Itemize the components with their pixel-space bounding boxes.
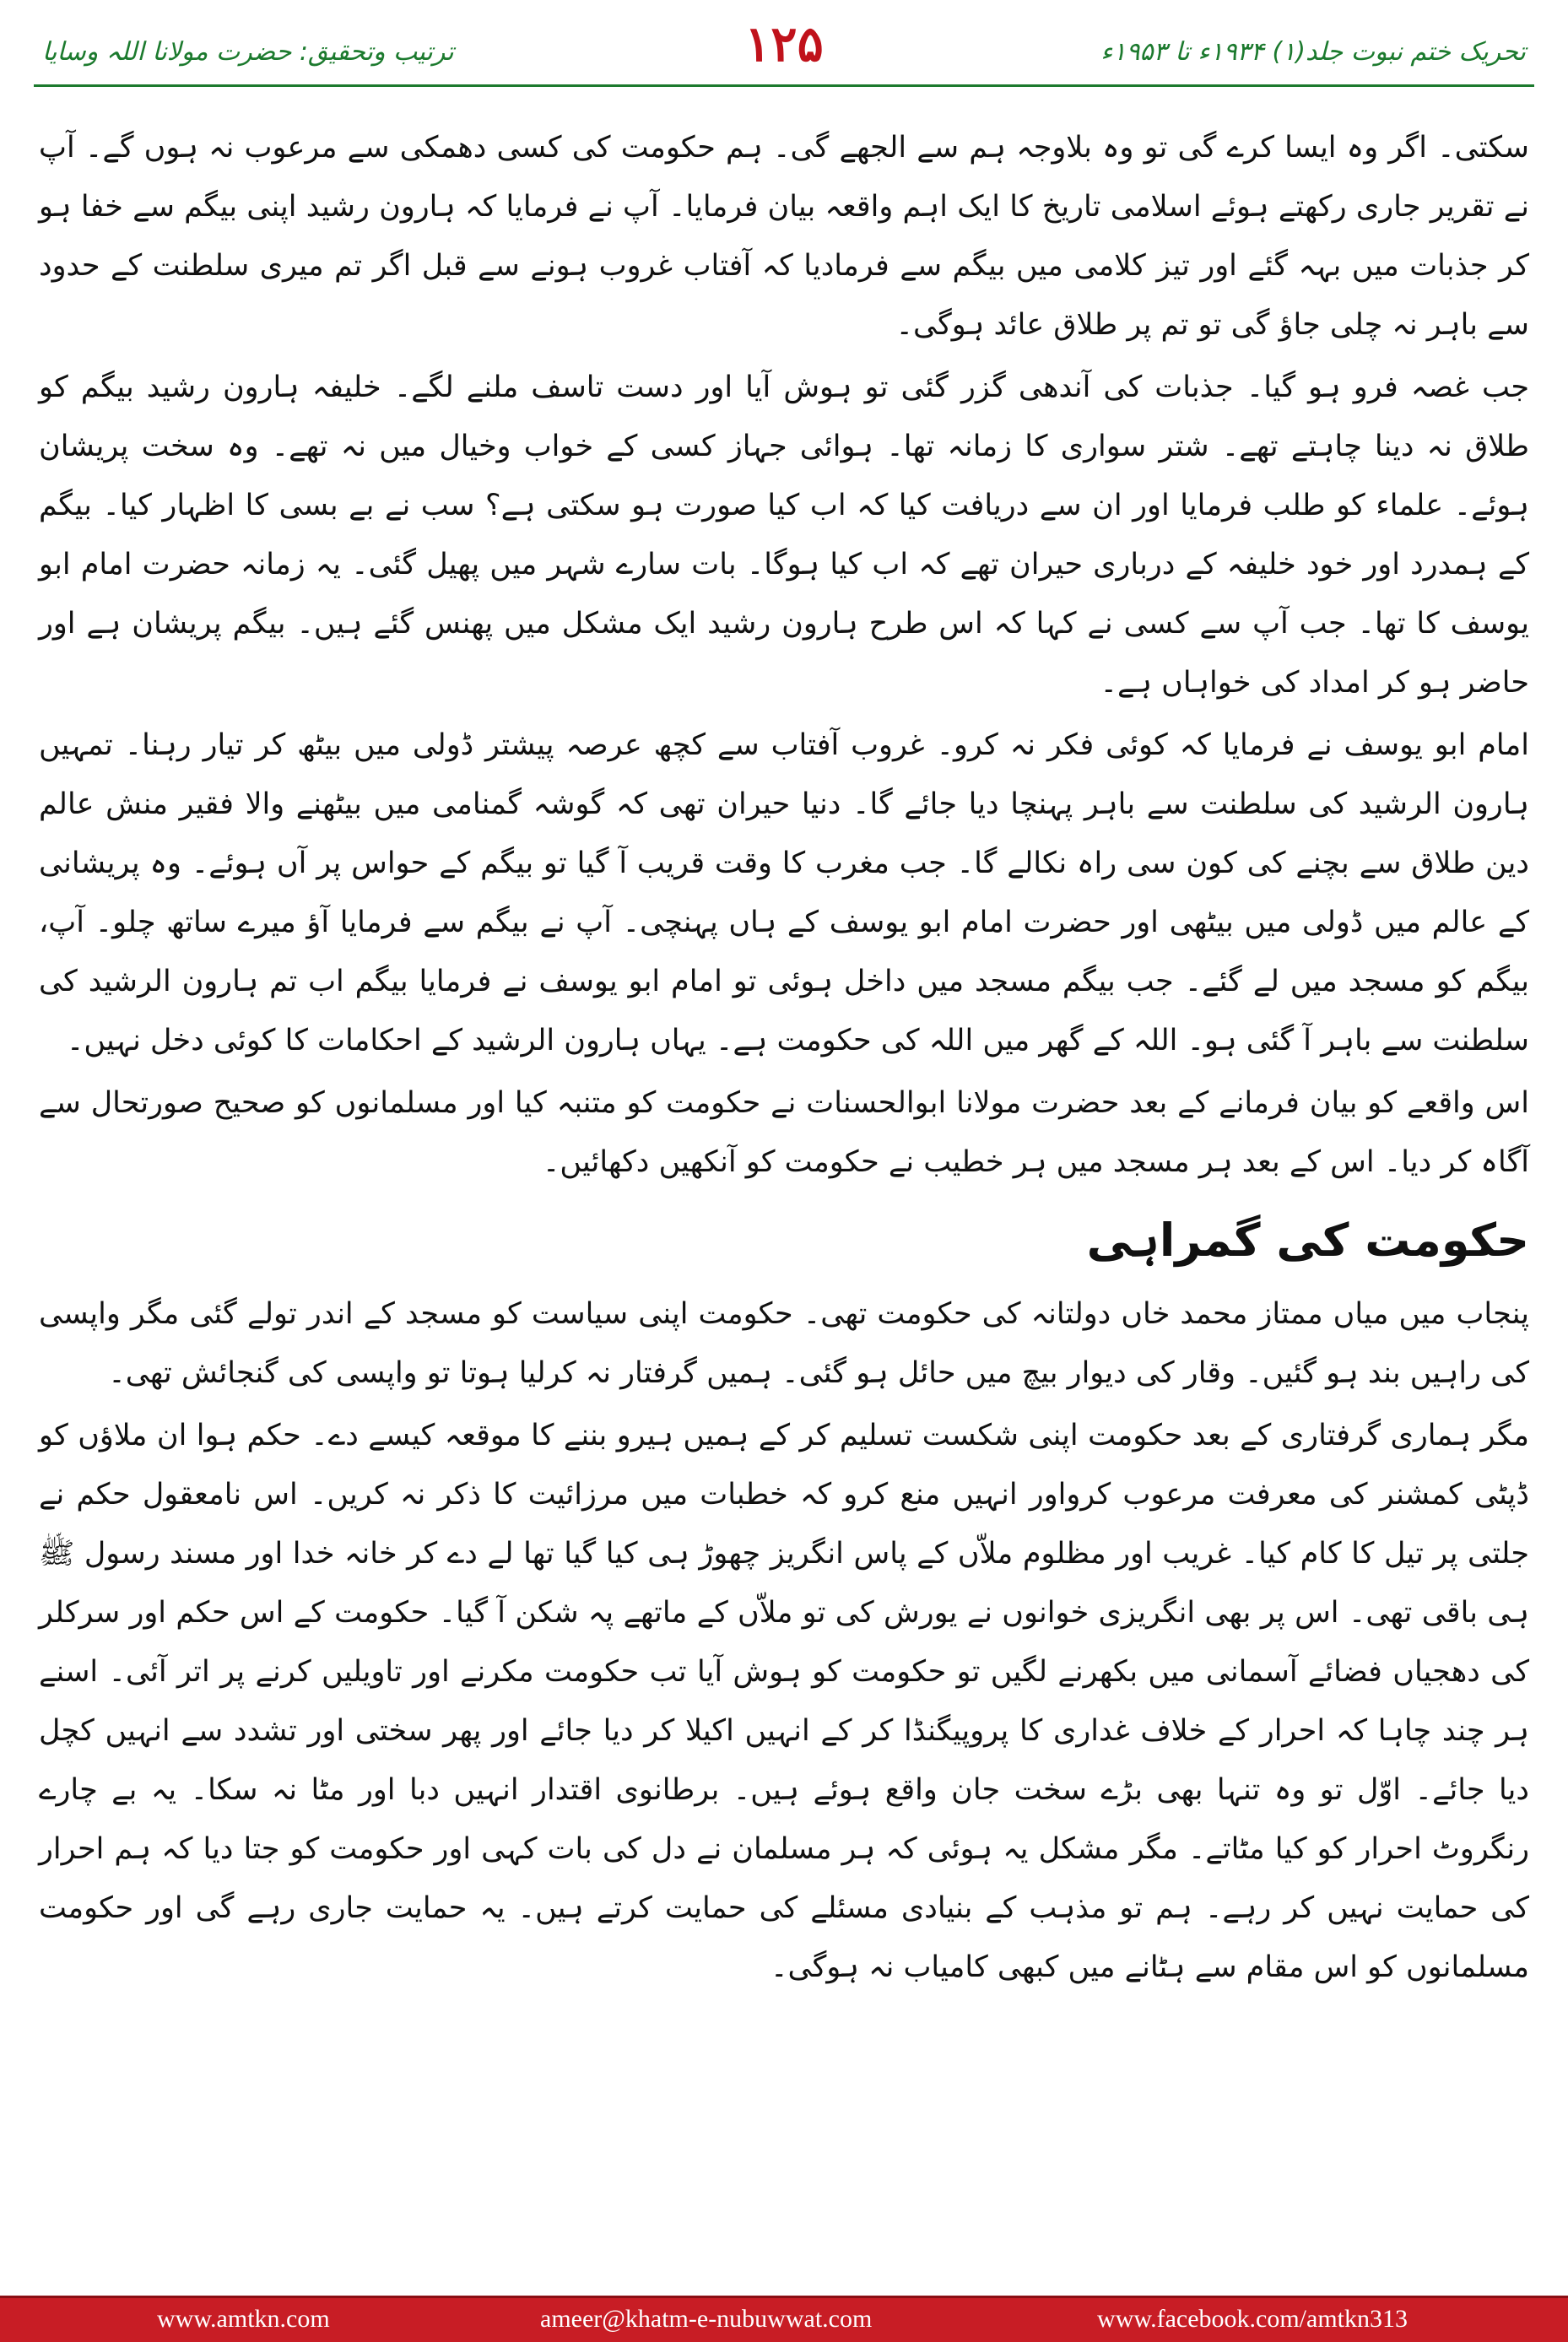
email-link[interactable]: ameer@khatm-e-nubuwwat.com — [540, 2305, 873, 2333]
paragraph: سکتی۔ اگر وہ ایسا کرے گی تو وہ بلاوجہ ہم سے الجھے گی۔ ہم حکومت کی کسی دھمکی سے مرعوب نہ ہوں گے۔ آپ نے تقریر جاری رکھتے ہوئے اسلامی تاریخ کا ایک اہم واقعہ بیان فرمایا۔ آپ نے فرمایا کہ ہارون رشید اپنی بیگم سے خفا ہو کر جذبات میں بہہ گئے اور تیز کلامی میں بیگم سے فرمادیا کہ آفتاب غروب ہونے سے قبل اگر تم میری سلطنت کے حدود سے باہر نہ چلی جاؤ گی تو تم پر طلاق عائد ہوگی۔ — [39, 131, 1529, 342]
page-footer — [0, 2296, 1568, 2342]
page-header — [34, 15, 1534, 87]
header-compiler: ترتیب وتحقیق: حضرت مولانا اللہ وسایا — [42, 37, 454, 67]
paragraph: جب غصہ فرو ہو گیا۔ جذبات کی آندھی گزر گئی تو ہوش آیا اور دست تاسف ملنے لگے۔ خلیفہ ہارون رشید بیگم کو طلاق نہ دینا چاہتے تھے۔ شتر سواری کا زمانہ تھا۔ ہوائی جہاز کسی کے خواب وخیال میں نہ تھے۔ وہ سخت پریشان ہوئے۔ علماء کو طلب فرمایا اور ان سے دریافت کیا کہ اب کیا صورت ہو سکتی ہے؟ سب نے بے بسی کا اظہار کیا۔ بیگم کے ہمدرد اور خود خلیفہ کے درباری حیران تھے کہ اب کیا ہوگا۔ بات سارے شہر میں پھیل گئی۔ یہ زمانہ حضرت امام ابو یوسف کا تھا۔ جب آپ سے کسی نے کہا کہ اس طرح ہارون رشید ایک مشکل میں پھنس گئے ہیں۔ بیگم پریشان ہے اور حاضر ہو کر امداد کی خواہاں ہے۔ — [39, 371, 1529, 700]
website-link[interactable]: www.amtkn.com — [157, 2305, 330, 2333]
paragraph: امام ابو یوسف نے فرمایا کہ کوئی فکر نہ کرو۔ غروب آفتاب سے کچھ عرصہ پیشتر ڈولی میں بیٹھ کر تیار رہنا۔ تمہیں ہارون الرشید کی سلطنت سے باہر پہنچا دیا جائے گا۔ دنیا حیران تھی کہ گوشہ گمنامی میں بیٹھنے والا فقیر منش عالم دین طلاق سے بچنے کی کون سی راہ نکالے گا۔ جب مغرب کا وقت قریب آ گیا تو بیگم کے حواس پر آں ہوئے۔ وہ پریشانی کے عالم میں ڈولی میں بیٹھی اور حضرت امام ابو یوسف کے ہاں پہنچی۔ آپ نے بیگم سے فرمایا آؤ میرے ساتھ چلو۔ آپ، بیگم کو مسجد میں لے گئے۔ جب بیگم مسجد میں داخل ہوئی تو امام ابو یوسف نے فرمایا بیگم اب تم ہارون الرشید کی سلطنت سے باہر آ گئی ہو۔ اللہ کے گھر میں اللہ کی حکومت ہے۔ یہاں ہارون الرشید کے احکامات کا کوئی دخل نہیں۔ — [39, 728, 1529, 1057]
page-content — [39, 118, 1529, 2000]
paragraph: مگر ہماری گرفتاری کے بعد حکومت اپنی شکست تسلیم کر کے ہمیں ہیرو بننے کا موقعہ کیسے دے۔ حکم ہوا ان ملاؤں کو ڈپٹی کمشنر کی معرفت مرعوب کرواور انہیں منع کرو کہ خطبات میں مرزائیت کا ذکر نہ کریں۔ اس نامعقول حکم نے جلتی پر تیل کا کام کیا۔ غریب اور مظلوم ملاّں کے پاس انگریز چھوڑ ہی کیا گیا تھا لے دے کر خانہ خدا اور مسند رسول ﷺ ہی باقی تھی۔ اس پر بھی انگریزی خوانوں نے یورش کی تو ملاّں کے ماتھے پہ شکن آ گیا۔ حکومت کے اس حکم اور سرکلر کی دھجیاں فضائے آسمانی میں بکھرنے لگیں تو حکومت کو ہوش آیا تب حکومت مکرنے اور تاویلیں کرنے پر اتر آئی۔ اسنے ہر چند چاہا کہ احرار کے خلاف غداری کا پروپیگنڈا کر کے انہیں اکیلا کر دیا جائے اور پھر سختی اور تشدد سے انہیں کچل دیا جائے۔ اوّل تو وہ تنہا بھی بڑے سخت جان واقع ہوئے ہیں۔ برطانوی اقتدار انہیں دبا اور مٹا نہ سکا۔ یہ بے چارے رنگروٹ احرار کو کیا مٹاتے۔ مگر مشکل یہ ہوئی کہ ہر مسلمان نے دل کی بات کہی اور حکومت کو جتا دیا کہ ہم احرار کی حمایت نہیں کر رہے۔ ہم تو مذہب کے بنیادی مسئلے کی حمایت کرتے ہیں۔ یہ حمایت جاری رہے گی اور حکومت مسلمانوں کو اس مقام سے ہٹانے میں کبھی کامیاب نہ ہوگی۔ — [39, 1419, 1529, 1984]
facebook-link[interactable]: www.facebook.com/amtkn313 — [1097, 2305, 1408, 2333]
paragraph: پنجاب میں میاں ممتاز محمد خاں دولتانہ کی حکومت تھی۔ حکومت اپنی سیاست کو مسجد کے اندر تولے گئی مگر واپسی کی راہیں بند ہو گئیں۔ وقار کی دیوار بیچ میں حائل ہو گئی۔ ہمیں گرفتار نہ کرلیا ہوتا تو واپسی کی گنجائش تھی۔ — [39, 1297, 1529, 1390]
section-heading: حکومت کی گمراہی — [1086, 1214, 1529, 1267]
paragraph: اس واقعے کو بیان فرمانے کے بعد حضرت مولانا ابوالحسنات نے حکومت کو متنبہ کیا اور مسلمانوں کو صحیح صورتحال سے آگاہ کر دیا۔ اس کے بعد ہر مسجد میں ہر خطیب نے حکومت کو آنکھیں دکھائیں۔ — [39, 1086, 1529, 1179]
page-number: ۱۲۵ — [744, 15, 824, 73]
header-book-title: تحریک ختم نبوت جلد(۱) ۱۹۳۴ء تا ۱۹۵۳ء — [1100, 37, 1526, 67]
